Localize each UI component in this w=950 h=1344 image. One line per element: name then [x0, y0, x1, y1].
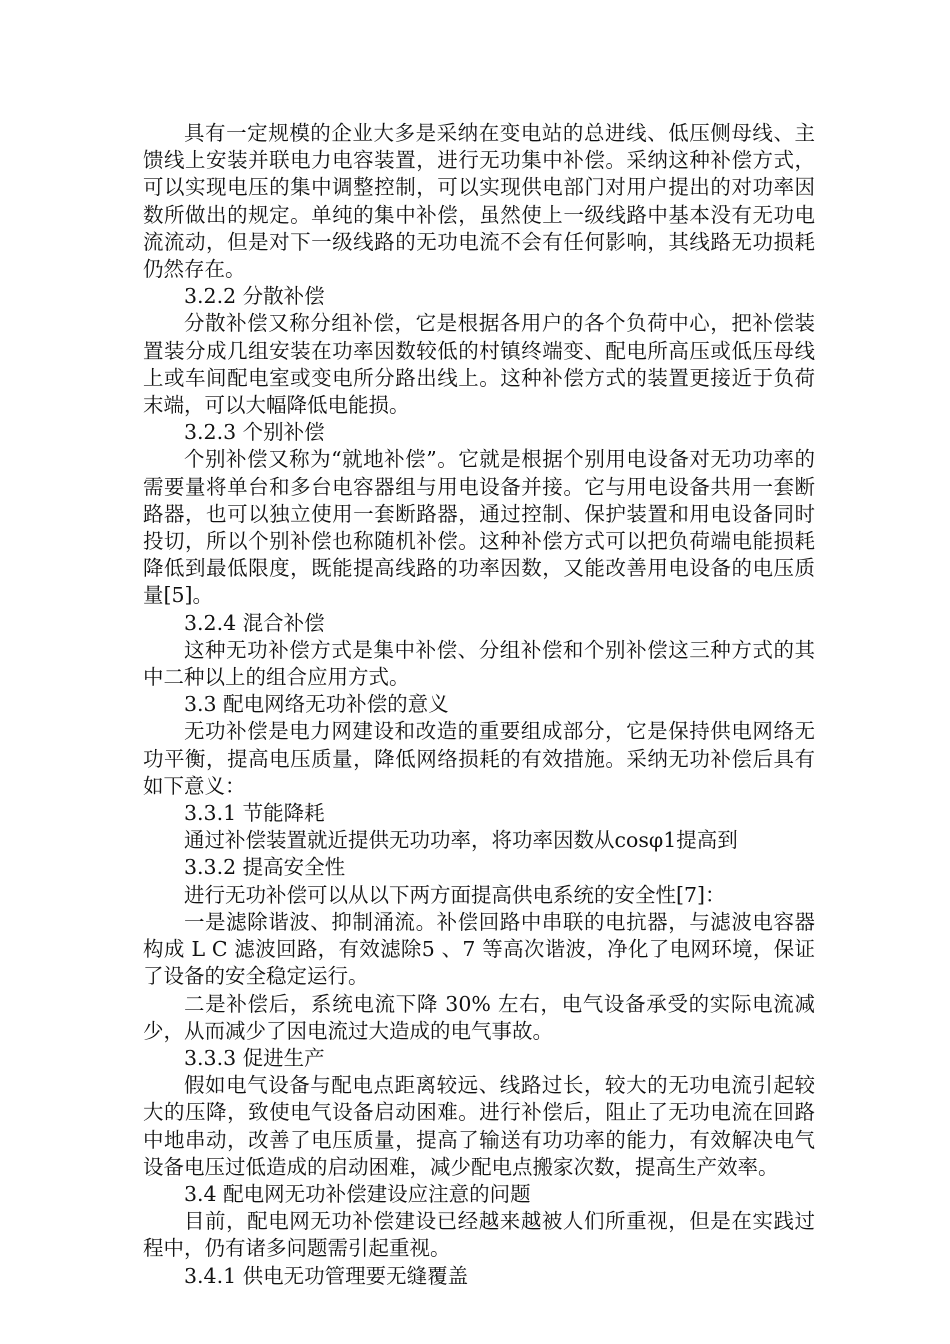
paragraph-issues: 目前，配电网无功补偿建设已经越来越被人们所重视，但是在实践过程中，仍有诸多问题需引起重视。: [143, 1209, 815, 1261]
paragraph-energy-saving: 通过补偿装置就近提供无功功率，将功率因数从cosφ1提高到: [184, 828, 738, 853]
paragraph-safety-current: 二是补偿后，系统电流下降 30% 左右，电气设备承受的实际电流减少，从而减少了因电流过大造成的电气事故。: [143, 991, 815, 1043]
section-heading-3-2-2: 3.2.2 分散补偿: [184, 284, 325, 309]
paragraph-production: 假如电气设备与配电点距离较远、线路过长，较大的无功电流引起较大的压降，致使电气设备启动困难。进行补偿后，阻止了无功电流在回路中地串动，改善了电压质量，提高了输送有功功率的能力，有效解决电气设备电压过低造成的启动困难，减少配电点搬家次数，提高生产效率。: [143, 1073, 815, 1179]
section-heading-3-4: 3.4 配电网无功补偿建设应注意的问题: [184, 1181, 531, 1206]
section-heading-3-2-3: 3.2.3 个别补偿: [184, 420, 325, 445]
paragraph-dispersed-compensation: 分散补偿又称分组补偿，它是根据各用户的各个负荷中心，把补偿装置装分成几组安装在功率因数较低的村镇终端变、配电所高压或低压母线上或车间配电室或变电所分路出线上。这种补偿方式的装置更接近于负荷末端，可以大幅降低电能损。: [143, 311, 815, 418]
section-heading-3-2-4: 3.2.4 混合补偿: [184, 610, 325, 635]
paragraph-safety-harmonics: 一是滤除谐波、抑制涌流。补偿回路中串联的电抗器，与滤波电容器构成 L C 滤波回路，有效滤除5 、7 等高次谐波，净化了电网环境，保证了设备的安全稳定运行。: [143, 909, 815, 989]
paragraph-significance: 无功补偿是电力网建设和改造的重要组成部分，它是保持供电网络无功平衡，提高电压质量，降低网络损耗的有效措施。采纳无功补偿后具有如下意义：: [143, 719, 815, 798]
section-heading-3-3-1: 3.3.1 节能降耗: [184, 801, 325, 826]
document-page: [143, 120, 815, 1290]
paragraph-individual-compensation: 个别补偿又称为“就地补偿”。它就是根据个别用电设备对无功功率的需要量将单台和多台电容器组与用电设备并接。它与用电设备共用一套断路器，也可以独立使用一套断路器，通过控制、保护装置和用电设备同时投切，所以个别补偿也称随机补偿。这种补偿方式可以把负荷端电能损耗降低到最低限度，既能提高线路的功率因数，又能改善用电设备的电压质量[5]。: [143, 447, 815, 608]
paragraph-safety-intro: 进行无功补偿可以从以下两方面提高供电系统的安全性[7]：: [184, 882, 726, 907]
section-heading-3-3-2: 3.3.2 提高安全性: [184, 855, 346, 880]
section-heading-3-3: 3.3 配电网络无功补偿的意义: [184, 692, 449, 717]
section-heading-3-4-1: 3.4.1 供电无功管理要无缝覆盖: [184, 1263, 469, 1288]
paragraph-mixed-compensation: 这种无功补偿方式是集中补偿、分组补偿和个别补偿这三种方式的其中二种以上的组合应用方式。: [143, 637, 815, 690]
paragraph-concentrated-compensation: 具有一定规模的企业大多是采纳在变电站的总进线、低压侧母线、主馈线上安装并联电力电容装置，进行无功集中补偿。采纳这种补偿方式，可以实现电压的集中调整控制，可以实现供电部门对用户提出的对功率因数所做出的规定。单纯的集中补偿，虽然使上一级线路中基本没有无功电流流动，但是对下一级线路的无功电流不会有任何影响，其线路无功损耗仍然存在。: [143, 121, 815, 282]
section-heading-3-3-3: 3.3.3 促进生产: [184, 1045, 325, 1070]
